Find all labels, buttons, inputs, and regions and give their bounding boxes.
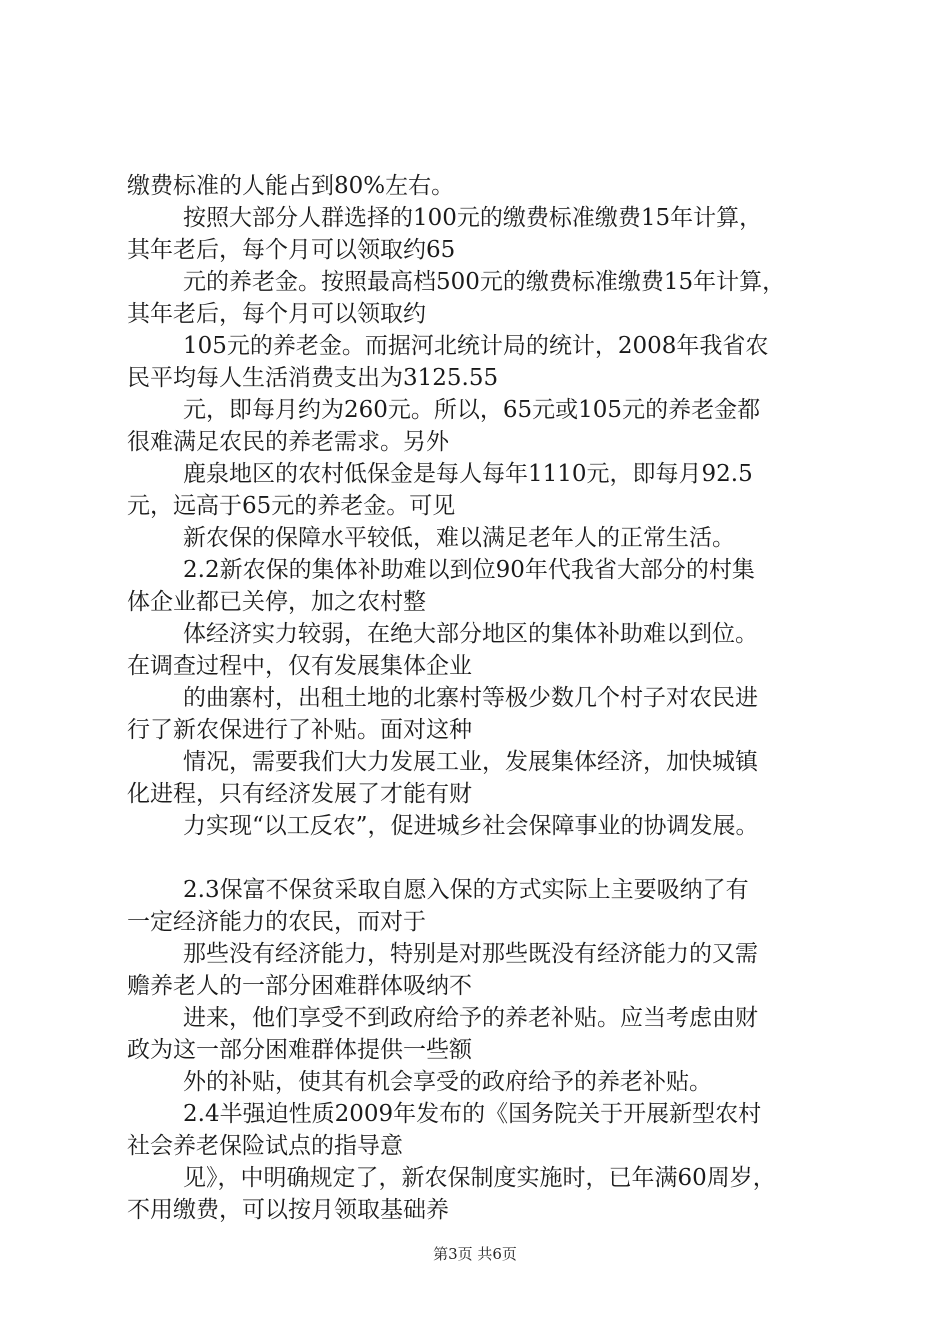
text-line: 元的养老金。按照最高档500元的缴费标准缴费15年计算， — [183, 269, 786, 295]
text-line: 赡养老人的一部分困难群体吸纳不 — [127, 973, 472, 999]
text-line: 的曲寨村，出租土地的北寨村等极少数几个村子对农民进 — [183, 685, 758, 711]
document-body — [127, 170, 839, 1226]
text-line: 新农保的保障水平较低，难以满足老年人的正常生活。 — [183, 525, 735, 551]
text-line: 按照大部分人群选择的100元的缴费标准缴费15年计算， — [183, 205, 763, 231]
text-line: 化进程，只有经济发展了才能有财 — [127, 781, 472, 807]
text-line: 缴费标准的人能占到80%左右。 — [127, 173, 455, 199]
text-line: 元，远高于65元的养老金。可见 — [127, 493, 456, 519]
text-line: 见》，中明确规定了，新农保制度实施时，已年满60周岁， — [183, 1165, 776, 1191]
text-line: 很难满足农民的养老需求。另外 — [127, 429, 449, 455]
text-line: 2.4半强迫性质2009年发布的《国务院关于开展新型农村 — [183, 1101, 762, 1127]
text-line: 其年老后，每个月可以领取约65 — [127, 237, 456, 263]
text-line: 2.3保富不保贫采取自愿入保的方式实际上主要吸纳了有 — [183, 877, 749, 903]
text-line: 体经济实力较弱，在绝大部分地区的集体补助难以到位。 — [183, 621, 758, 647]
text-line: 外的补贴，使其有机会享受的政府给予的养老补贴。 — [183, 1069, 712, 1095]
text-line: 政为这一部分困难群体提供一些额 — [127, 1037, 472, 1063]
blank-line — [127, 842, 839, 874]
text-line: 105元的养老金。而据河北统计局的统计，2008年我省农 — [183, 333, 769, 359]
text-line: 情况，需要我们大力发展工业，发展集体经济，加快城镇 — [183, 749, 758, 775]
text-line: 不用缴费，可以按月领取基础养 — [127, 1197, 449, 1223]
text-line: 力实现“以工反农”，促进城乡社会保障事业的协调发展。 — [183, 813, 759, 839]
text-line: 2.2新农保的集体补助难以到位90年代我省大部分的村集 — [183, 557, 755, 583]
text-line: 体企业都已关停，加之农村整 — [127, 589, 426, 615]
text-line: 行了新农保进行了补贴。面对这种 — [127, 717, 472, 743]
text-line: 进来，他们享受不到政府给予的养老补贴。应当考虑由财 — [183, 1005, 758, 1031]
text-line: 其年老后，每个月可以领取约 — [127, 301, 426, 327]
text-line: 社会养老保险试点的指导意 — [127, 1133, 403, 1159]
text-line: 那些没有经济能力，特别是对那些既没有经济能力的又需 — [183, 941, 758, 967]
text-line: 在调查过程中，仅有发展集体企业 — [127, 653, 472, 679]
page-footer: 第3页 共6页 — [433, 1245, 517, 1263]
text-line: 一定经济能力的农民，而对于 — [127, 909, 426, 935]
text-line: 民平均每人生活消费支出为3125.55 — [127, 365, 499, 391]
text-line: 鹿泉地区的农村低保金是每人每年1110元，即每月92.5 — [183, 461, 753, 487]
text-line: 元，即每月约为260元。所以，65元或105元的养老金都 — [183, 397, 761, 423]
